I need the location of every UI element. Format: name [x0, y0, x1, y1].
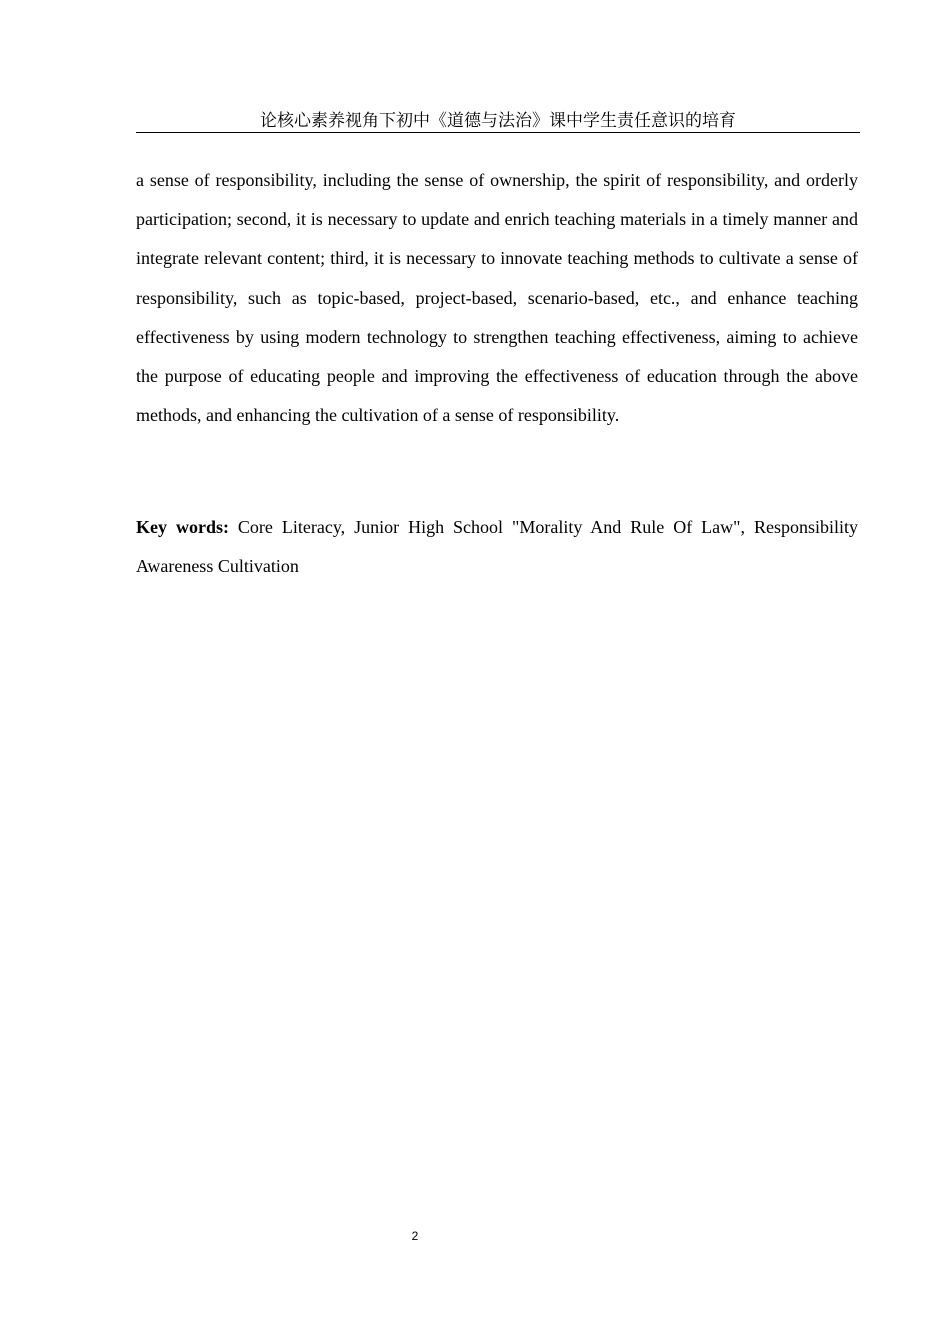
abstract-paragraph: a sense of responsibility, including the sense of ownership, the spirit of responsibility, and orderly participation; second, it is necessary to update and enrich teaching materials in a timely manner and integrate relevant content; third, it is necessary to innovate teaching methods to cultivate a sense of responsibility, such as topic-based, project-based, scenario-based, etc., and enhance teaching effectiveness by using modern technology to strengthen teaching effectiveness, aiming to achieve the purpose of educating people and improving the effectiveness of education through the above methods, and enhancing the cultivation of a sense of responsibility. [136, 170, 858, 426]
running-header-title: 论核心素养视角下初中《道德与法治》课中学生责任意识的培育 [260, 111, 736, 131]
running-header [136, 110, 860, 133]
keywords-text: Core Literacy, Junior High School "Morality And Rule Of Law", Responsibility Awareness Cultivation [136, 517, 858, 577]
keywords-paragraph [136, 508, 858, 586]
page-number: 2 [411, 1229, 419, 1243]
keywords-label: Key words: [136, 517, 229, 537]
